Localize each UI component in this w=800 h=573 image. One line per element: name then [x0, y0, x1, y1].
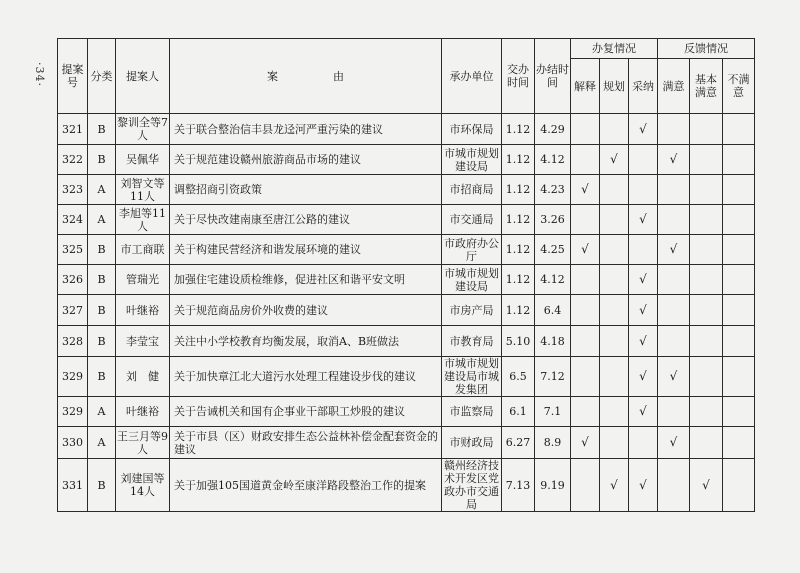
cell-subject: 关于加快章江北大道污水处理工程建设步伐的建议 — [170, 357, 442, 397]
cell-feedback-unsatisfied — [723, 427, 755, 459]
cell-feedback-unsatisfied — [723, 397, 755, 427]
cell-reply-plan — [600, 205, 629, 235]
check-mark-icon: √ — [581, 435, 589, 449]
check-mark-icon: √ — [669, 242, 678, 256]
cell-proposer: 李莹宝 — [116, 326, 170, 357]
cell-feedback-satisfied — [658, 235, 690, 265]
check-mark-icon: √ — [669, 435, 678, 449]
cell-id: 329 — [58, 357, 88, 397]
check-mark-icon: √ — [639, 272, 647, 286]
cell-feedback-satisfied — [658, 205, 690, 235]
cell-hand-date: 1.12 — [502, 175, 535, 205]
cell-done-date: 4.12 — [535, 265, 571, 295]
cell-feedback-satisfied — [658, 175, 690, 205]
cell-done-date: 4.12 — [535, 145, 571, 175]
cell-done-date: 4.25 — [535, 235, 571, 265]
cell-hand-date: 7.13 — [502, 459, 535, 512]
page-number: ·34· — [33, 62, 46, 87]
cell-reply-adopt — [629, 265, 658, 295]
cell-subject: 加强住宅建设质检维修，促进社区和谐平安文明 — [170, 265, 442, 295]
header-done-date: 办结时间 — [535, 39, 571, 114]
cell-proposer: 刘建国等14人 — [116, 459, 170, 512]
cell-done-date: 7.1 — [535, 397, 571, 427]
cell-reply-plan — [600, 397, 629, 427]
cell-reply-plan — [600, 295, 629, 326]
cell-id: 329 — [58, 397, 88, 427]
header-feedback-satisfied: 满意 — [658, 59, 690, 114]
cell-subject: 关于规范建设赣州旅游商品市场的建议 — [170, 145, 442, 175]
cell-feedback-basic — [690, 175, 723, 205]
header-reply-plan: 规划 — [600, 59, 629, 114]
header-feedback-unsatisfied: 不满意 — [723, 59, 755, 114]
cell-category: A — [88, 427, 116, 459]
cell-feedback-basic — [690, 205, 723, 235]
cell-feedback-unsatisfied — [723, 145, 755, 175]
cell-done-date: 4.29 — [535, 114, 571, 145]
cell-category: A — [88, 397, 116, 427]
check-mark-icon: √ — [639, 302, 647, 317]
cell-category: B — [88, 326, 116, 357]
cell-reply-explain — [571, 357, 600, 397]
cell-done-date: 4.18 — [535, 326, 571, 357]
header-unit: 承办单位 — [442, 39, 502, 114]
cell-hand-date: 6.27 — [502, 427, 535, 459]
cell-feedback-basic — [690, 326, 723, 357]
cell-reply-adopt — [629, 357, 658, 397]
cell-feedback-unsatisfied — [723, 357, 755, 397]
header-proposer: 提案人 — [116, 39, 170, 114]
table-row — [58, 235, 755, 265]
cell-feedback-basic — [690, 427, 723, 459]
cell-subject: 关注中小学校教育均衡发展，取消A、B班做法 — [170, 326, 442, 357]
header-reply-adopt: 采纳 — [629, 59, 658, 114]
cell-done-date: 7.12 — [535, 357, 571, 397]
check-mark-icon: √ — [639, 477, 647, 492]
cell-id: 325 — [58, 235, 88, 265]
cell-proposer: 吴佩华 — [116, 145, 170, 175]
cell-unit: 市环保局 — [442, 114, 502, 145]
cell-reply-adopt — [629, 114, 658, 145]
cell-feedback-unsatisfied — [723, 265, 755, 295]
cell-category: B — [88, 265, 116, 295]
cell-feedback-satisfied — [658, 295, 690, 326]
cell-reply-adopt — [629, 145, 658, 175]
cell-hand-date: 1.12 — [502, 205, 535, 235]
cell-subject: 调整招商引资政策 — [170, 175, 442, 205]
cell-proposer: 叶继裕 — [116, 295, 170, 326]
cell-reply-explain — [571, 235, 600, 265]
cell-reply-plan — [600, 235, 629, 265]
cell-id: 324 — [58, 205, 88, 235]
cell-feedback-satisfied — [658, 145, 690, 175]
cell-category: B — [88, 295, 116, 326]
cell-feedback-unsatisfied — [723, 326, 755, 357]
cell-done-date: 4.23 — [535, 175, 571, 205]
cell-subject: 关于尽快改建南康至唐江公路的建议 — [170, 205, 442, 235]
cell-hand-date: 5.10 — [502, 326, 535, 357]
check-mark-icon: √ — [639, 369, 647, 383]
cell-done-date: 3.26 — [535, 205, 571, 235]
cell-unit: 市房产局 — [442, 295, 502, 326]
cell-category: A — [88, 175, 116, 205]
cell-proposer: 刘 健 — [116, 357, 170, 397]
cell-feedback-basic — [690, 265, 723, 295]
check-mark-icon: √ — [639, 404, 647, 418]
table-row — [58, 295, 755, 326]
cell-reply-explain — [571, 265, 600, 295]
cell-unit: 赣州经济技术开发区党政办市交通局 — [442, 459, 502, 512]
cell-hand-date: 1.12 — [502, 265, 535, 295]
cell-feedback-basic — [690, 295, 723, 326]
cell-reply-adopt — [629, 175, 658, 205]
cell-feedback-satisfied — [658, 265, 690, 295]
table-row — [58, 397, 755, 427]
cell-reply-plan — [600, 265, 629, 295]
cell-feedback-satisfied — [658, 357, 690, 397]
header-feedback-basic: 基本满意 — [690, 59, 723, 114]
cell-feedback-satisfied — [658, 427, 690, 459]
table-row — [58, 427, 755, 459]
cell-category: B — [88, 145, 116, 175]
cell-feedback-satisfied — [658, 326, 690, 357]
cell-feedback-basic — [690, 357, 723, 397]
table-row — [58, 459, 755, 512]
header-id: 提案号 — [58, 39, 88, 114]
cell-reply-explain — [571, 114, 600, 145]
cell-id: 323 — [58, 175, 88, 205]
cell-id: 322 — [58, 145, 88, 175]
cell-reply-explain — [571, 145, 600, 175]
cell-category: B — [88, 459, 116, 512]
cell-subject: 关于市县（区）财政安排生态公益林补偿金配套资金的建议 — [170, 427, 442, 459]
cell-feedback-basic — [690, 459, 723, 512]
header-hand-date: 交办时间 — [502, 39, 535, 114]
cell-reply-plan — [600, 145, 629, 175]
cell-unit: 市城市规划建设局市城发集团 — [442, 357, 502, 397]
cell-done-date: 8.9 — [535, 427, 571, 459]
cell-reply-plan — [600, 114, 629, 145]
cell-unit: 市财政局 — [442, 427, 502, 459]
cell-reply-adopt — [629, 397, 658, 427]
table-row — [58, 175, 755, 205]
cell-id: 327 — [58, 295, 88, 326]
cell-reply-plan — [600, 427, 629, 459]
check-mark-icon: √ — [669, 152, 678, 166]
cell-proposer: 刘智文等11人 — [116, 175, 170, 205]
proposal-table — [57, 38, 755, 512]
check-mark-icon: √ — [610, 477, 618, 492]
cell-feedback-unsatisfied — [723, 114, 755, 145]
cell-unit: 市交通局 — [442, 205, 502, 235]
cell-hand-date: 1.12 — [502, 235, 535, 265]
cell-category: B — [88, 235, 116, 265]
cell-proposer: 市工商联 — [116, 235, 170, 265]
cell-hand-date: 1.12 — [502, 114, 535, 145]
cell-reply-plan — [600, 175, 629, 205]
cell-feedback-unsatisfied — [723, 235, 755, 265]
cell-proposer: 李旭等11人 — [116, 205, 170, 235]
cell-reply-plan — [600, 326, 629, 357]
cell-feedback-basic — [690, 145, 723, 175]
cell-id: 321 — [58, 114, 88, 145]
header-category: 分类 — [88, 39, 116, 114]
header-reply-explain: 解释 — [571, 59, 600, 114]
table-row — [58, 326, 755, 357]
cell-unit: 市政府办公厅 — [442, 235, 502, 265]
cell-subject: 关于构建民营经济和谐发展环境的建议 — [170, 235, 442, 265]
cell-reply-explain — [571, 175, 600, 205]
cell-feedback-basic — [690, 114, 723, 145]
cell-reply-explain — [571, 205, 600, 235]
cell-done-date: 6.4 — [535, 295, 571, 326]
cell-unit: 市城市规划建设局 — [442, 145, 502, 175]
table-row — [58, 205, 755, 235]
check-mark-icon: √ — [639, 121, 647, 136]
cell-reply-explain — [571, 295, 600, 326]
cell-reply-adopt — [629, 295, 658, 326]
cell-proposer: 黎训全等7人 — [116, 114, 170, 145]
cell-feedback-unsatisfied — [723, 175, 755, 205]
cell-proposer: 叶继裕 — [116, 397, 170, 427]
cell-feedback-satisfied — [658, 397, 690, 427]
cell-hand-date: 6.1 — [502, 397, 535, 427]
cell-id: 330 — [58, 427, 88, 459]
header-subject: 案 由 — [170, 39, 442, 114]
check-mark-icon: √ — [639, 333, 647, 348]
header-reply-group: 办复情况 — [571, 39, 658, 59]
cell-id: 331 — [58, 459, 88, 512]
check-mark-icon: √ — [639, 212, 647, 226]
check-mark-icon: √ — [581, 182, 589, 196]
table-row — [58, 145, 755, 175]
cell-hand-date: 1.12 — [502, 295, 535, 326]
cell-reply-explain — [571, 459, 600, 512]
cell-subject: 关于告诫机关和国有企事业干部职工炒股的建议 — [170, 397, 442, 427]
cell-hand-date: 1.12 — [502, 145, 535, 175]
cell-reply-plan — [600, 357, 629, 397]
cell-unit: 市教育局 — [442, 326, 502, 357]
cell-unit: 市监察局 — [442, 397, 502, 427]
cell-feedback-satisfied — [658, 114, 690, 145]
cell-id: 326 — [58, 265, 88, 295]
cell-category: A — [88, 205, 116, 235]
cell-unit: 市城市规划建设局 — [442, 265, 502, 295]
check-mark-icon: √ — [581, 242, 589, 256]
cell-reply-adopt — [629, 459, 658, 512]
cell-reply-explain — [571, 397, 600, 427]
cell-category: B — [88, 114, 116, 145]
cell-reply-explain — [571, 326, 600, 357]
cell-reply-adopt — [629, 235, 658, 265]
cell-feedback-satisfied — [658, 459, 690, 512]
cell-proposer: 管瑞光 — [116, 265, 170, 295]
table-row — [58, 265, 755, 295]
cell-done-date: 9.19 — [535, 459, 571, 512]
cell-feedback-basic — [690, 235, 723, 265]
check-mark-icon: √ — [610, 152, 618, 166]
cell-reply-adopt — [629, 427, 658, 459]
cell-id: 328 — [58, 326, 88, 357]
check-mark-icon: √ — [702, 477, 710, 492]
cell-subject: 关于规范商品房价外收费的建议 — [170, 295, 442, 326]
table-row — [58, 114, 755, 145]
cell-feedback-unsatisfied — [723, 459, 755, 512]
header-feedback-group: 反馈情况 — [658, 39, 755, 59]
cell-subject: 关于联合整治信丰县龙迳河严重污染的建议 — [170, 114, 442, 145]
table-row — [58, 357, 755, 397]
cell-unit: 市招商局 — [442, 175, 502, 205]
cell-reply-adopt — [629, 326, 658, 357]
cell-feedback-unsatisfied — [723, 205, 755, 235]
cell-proposer: 王三月等9人 — [116, 427, 170, 459]
cell-feedback-basic — [690, 397, 723, 427]
cell-hand-date: 6.5 — [502, 357, 535, 397]
cell-reply-plan — [600, 459, 629, 512]
cell-feedback-unsatisfied — [723, 295, 755, 326]
cell-reply-adopt — [629, 205, 658, 235]
cell-subject: 关于加强105国道黄金岭至康洋路段整治工作的提案 — [170, 459, 442, 512]
check-mark-icon: √ — [669, 369, 678, 383]
cell-reply-explain — [571, 427, 600, 459]
cell-category: B — [88, 357, 116, 397]
